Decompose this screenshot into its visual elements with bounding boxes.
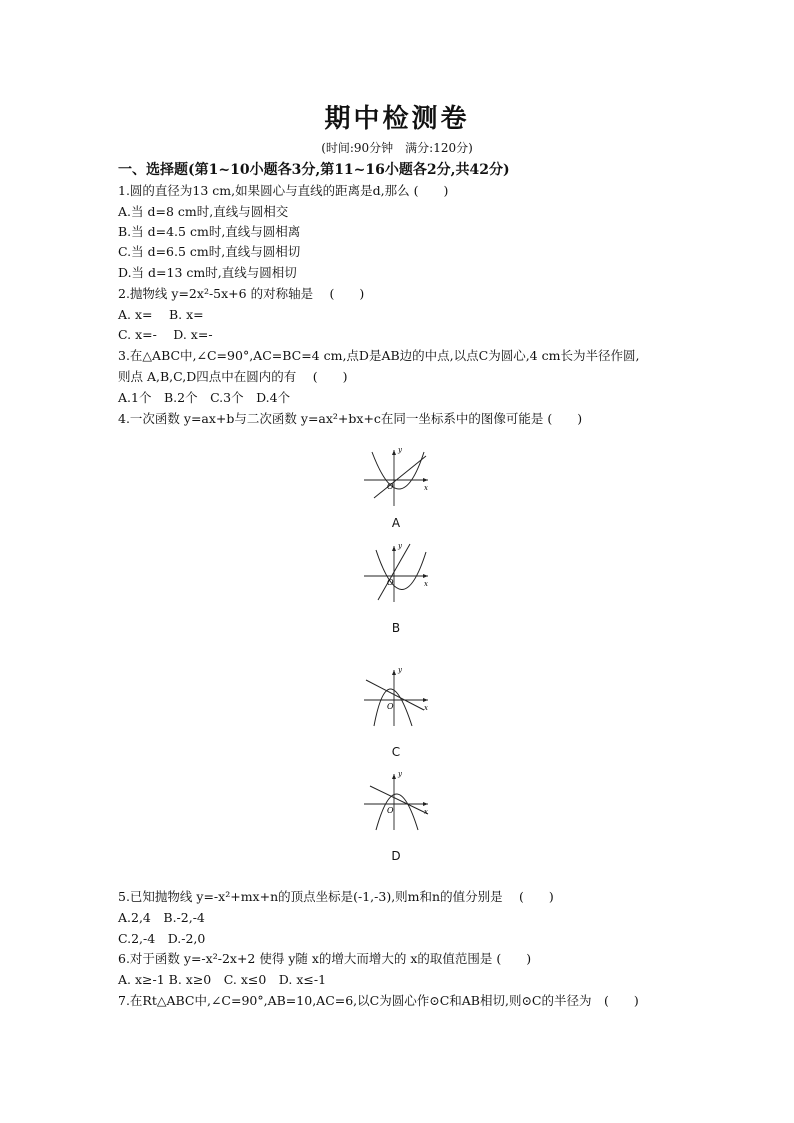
x-axis-arrow [423, 478, 428, 482]
straight-line [370, 786, 428, 814]
axis-label-y: y [398, 542, 402, 550]
parabola [376, 550, 426, 590]
axis-label-y: y [398, 446, 402, 454]
axis-label-y: y [398, 770, 402, 778]
q6-options: A. x≥-1 B. x≥0 C. x≤0 D. x≤-1 [118, 972, 327, 987]
axis-label-x: x [424, 808, 428, 816]
q2-stem: 2.抛物线 y=2x²-5x+6 的对称轴是 ( ) [118, 286, 365, 301]
axis-label-y: y [398, 666, 402, 674]
q1-option-d: D.当 d=13 cm时,直线与圆相切 [118, 265, 297, 280]
q5-options-cd: C.2,-4 D.-2,0 [118, 931, 206, 946]
q2-options-ab: A. x= B. x= [118, 307, 204, 322]
q4-figure-b-label: B [391, 621, 401, 635]
y-axis-arrow [392, 670, 396, 675]
x-axis-arrow [423, 698, 428, 702]
q4-figure-c-label: C [391, 745, 401, 759]
q5-stem: 5.已知抛物线 y=-x²+mx+n的顶点坐标是(-1,-3),则m和n的值分别是 ( ) [118, 889, 554, 904]
origin-label: O [387, 702, 394, 711]
axis-label-x: x [424, 484, 428, 492]
q2-options-cd: C. x=- D. x=- [118, 327, 213, 342]
exam-title: 期中检测卷 [324, 104, 470, 134]
origin-label: O [387, 578, 394, 587]
section-heading: 一、选择题(第1~10小题各3分,第11~16小题各2分,共42分) [118, 162, 510, 178]
q4-figure-c [360, 666, 432, 730]
q7-stem: 7.在Rt△ABC中,∠C=90°,AB=10,AC=6,以C为圆心作⊙C和AB相切,则⊙C的半径为 ( ) [118, 993, 639, 1008]
q5-options-ab: A.2,4 B.-2,-4 [118, 910, 205, 925]
q1-option-c: C.当 d=6.5 cm时,直线与圆相切 [118, 244, 301, 259]
q3-stem-line1: 3.在△ABC中,∠C=90°,AC=BC=4 cm,点D是AB边的中点,以点C为圆心,4 cm长为半径作圆, [118, 348, 640, 363]
q1-stem: 1.圆的直径为13 cm,如果圆心与直线的距离是d,那么 ( ) [118, 183, 449, 198]
q4-figure-d [360, 770, 432, 834]
straight-line [374, 456, 426, 498]
q1-option-a: A.当 d=8 cm时,直线与圆相交 [118, 204, 289, 219]
graph-b [360, 542, 432, 606]
exam-subtitle: (时间:90分钟 满分:120分) [321, 141, 473, 155]
y-axis-arrow [392, 546, 396, 551]
q4-figure-d-label: D [391, 849, 401, 863]
q3-stem-line2: 则点 A,B,C,D四点中在圆内的有 ( ) [118, 369, 348, 384]
q4-stem: 4.一次函数 y=ax+b与二次函数 y=ax²+bx+c在同一坐标系中的图像可能是 ( ) [118, 411, 583, 426]
graph-d [360, 770, 432, 834]
axis-label-x: x [424, 704, 428, 712]
graph-a [360, 446, 432, 510]
y-axis-arrow [392, 450, 396, 455]
origin-label: O [387, 806, 394, 815]
straight-line [366, 680, 424, 710]
y-axis-arrow [392, 774, 396, 779]
q3-options: A.1个 B.2个 C.3个 D.4个 [118, 390, 291, 405]
parabola [372, 452, 424, 489]
q6-stem: 6.对于函数 y=-x²-2x+2 使得 y随 x的增大而增大的 x的取值范围是 ( ) [118, 951, 532, 966]
q4-figure-a [360, 446, 432, 510]
graph-c [360, 666, 432, 730]
q1-option-b: B.当 d=4.5 cm时,直线与圆相离 [118, 224, 301, 239]
x-axis-arrow [423, 802, 428, 806]
axis-label-x: x [424, 580, 428, 588]
x-axis-arrow [423, 574, 428, 578]
q4-figure-a-label: A [391, 516, 401, 530]
q4-figure-b [360, 542, 432, 606]
origin-label: O [387, 482, 394, 491]
